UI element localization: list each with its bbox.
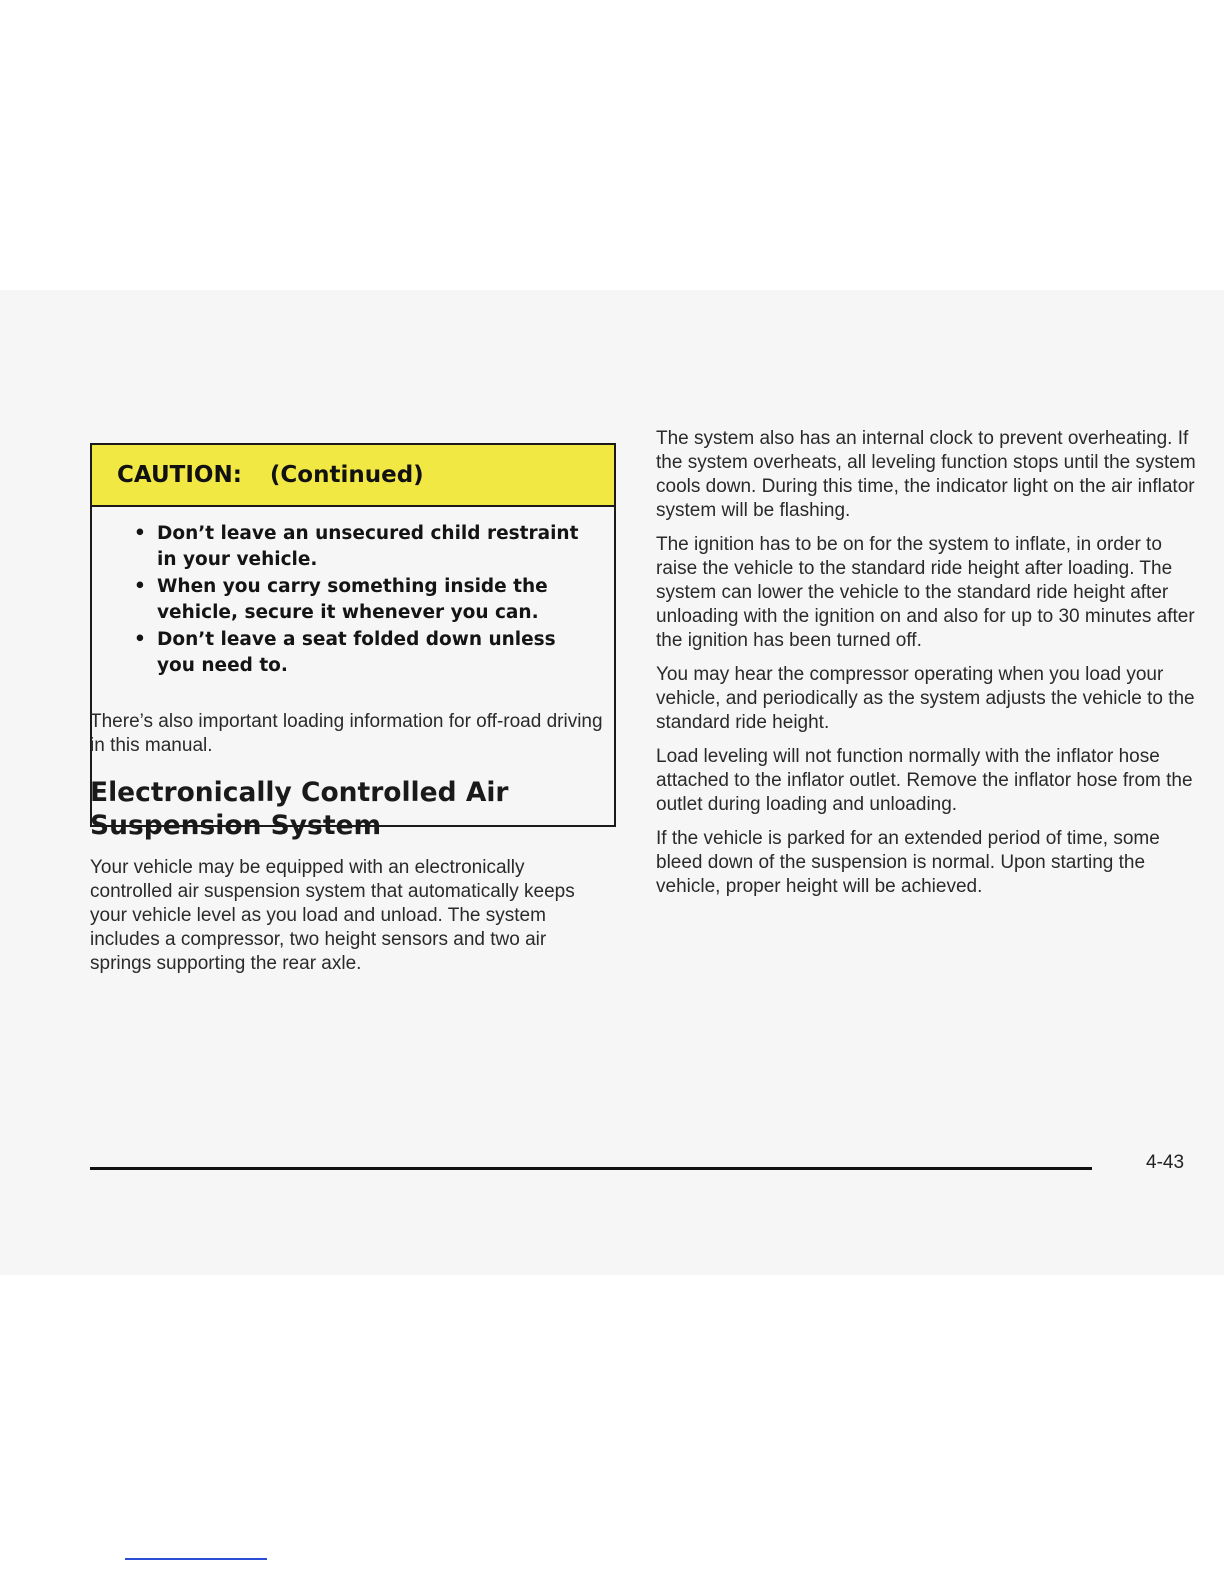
paragraph-bleed-down: If the vehicle is parked for an extended period of time, some bleed down of the suspension is normal. Upon starting the vehicle, proper height will be achieved. — [656, 828, 1160, 897]
caution-list — [92, 507, 614, 679]
caution-item-text: When you carry something inside the vehicle, secure it whenever you can. — [157, 576, 548, 623]
link-underline[interactable] — [125, 1558, 267, 1560]
paragraph-inflator-hose: Load leveling will not function normally with the inflator hose attached to the inflator outlet. Remove the inflator hose from the outlet during loading and unloading. — [656, 746, 1193, 815]
caution-header — [92, 445, 614, 507]
caution-continued: (Continued) — [269, 462, 424, 488]
page-number: 4-43 — [1146, 1152, 1185, 1173]
caution-label: CAUTION: — [117, 462, 242, 488]
bullet-icon: • — [134, 629, 146, 650]
caution-item — [134, 521, 594, 573]
section-heading: Electronically Controlled Air Suspension System — [90, 777, 509, 841]
bullet-icon: • — [134, 576, 146, 597]
caution-item — [134, 574, 594, 626]
manual-page — [0, 290, 1224, 1275]
bullet-icon: • — [134, 523, 146, 544]
suspension-intro-paragraph: Your vehicle may be equipped with an electronically controlled air suspension system that automatically keeps your vehicle level as you load and unload. The system includes a compressor, two height sensors and two air springs supporting the rear axle. — [90, 857, 575, 974]
caution-item-text: Don’t leave an unsecured child restraint in your vehicle. — [157, 523, 579, 570]
paragraph-internal-clock: The system also has an internal clock to prevent overheating. If the system overheats, all leveling function stops until the system cools down. During this time, the indicator light on the air inflator system will be flashing. — [656, 428, 1196, 521]
right-column — [656, 427, 1196, 909]
paragraph-ignition: The ignition has to be on for the system to inflate, in order to raise the vehicle to the standard ride height after loading. The system can lower the vehicle to the standard ride height after unloading with the ignition on and also for up to 30 minutes after the ignition has been turned off. — [656, 534, 1195, 651]
left-column — [90, 710, 610, 976]
paragraph-compressor: You may hear the compressor operating when you load your vehicle, and periodically as the system adjusts the vehicle to the standard ride height. — [656, 664, 1195, 733]
footer-rule — [90, 1167, 1092, 1170]
caution-item — [134, 627, 594, 679]
caution-item-text: Don’t leave a seat folded down unless you need to. — [157, 629, 556, 676]
offroad-loading-note: There’s also important loading information for off-road driving in this manual. — [90, 711, 603, 756]
